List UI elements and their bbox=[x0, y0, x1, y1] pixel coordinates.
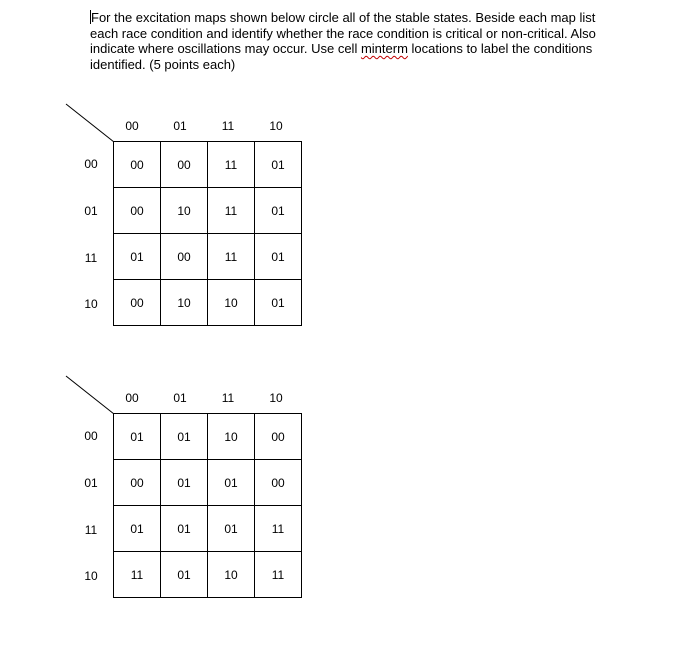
column-label: 00 bbox=[125, 391, 139, 405]
map-cell: 00 bbox=[255, 460, 302, 506]
map-cell: 00 bbox=[114, 280, 161, 326]
map-cell: 11 bbox=[255, 552, 302, 598]
excitation-map-1 bbox=[0, 100, 320, 310]
column-label: 11 bbox=[221, 391, 235, 405]
karnaugh-map-grid bbox=[113, 413, 302, 598]
instructions-line-1: For the excitation maps shown below circle all of the stable states. Beside each map list bbox=[91, 10, 596, 25]
map-cell: 00 bbox=[114, 142, 161, 188]
map-row bbox=[114, 280, 302, 326]
map-cell: 01 bbox=[208, 506, 255, 552]
row-label: 01 bbox=[84, 476, 98, 490]
map-cell: 00 bbox=[161, 234, 208, 280]
column-label: 01 bbox=[173, 119, 187, 133]
map-cell: 11 bbox=[208, 234, 255, 280]
map-corner-diagonal bbox=[0, 100, 120, 150]
row-label: 11 bbox=[84, 251, 98, 265]
map-cell: 01 bbox=[114, 414, 161, 460]
map-cell: 01 bbox=[208, 460, 255, 506]
map-cell: 11 bbox=[114, 552, 161, 598]
instructions-text bbox=[90, 10, 630, 72]
map-cell: 10 bbox=[208, 280, 255, 326]
map-cell: 01 bbox=[161, 414, 208, 460]
row-label: 11 bbox=[84, 523, 98, 537]
map-cell: 10 bbox=[208, 414, 255, 460]
map-corner-diagonal bbox=[0, 372, 120, 422]
map-cell: 01 bbox=[161, 552, 208, 598]
map-cell: 01 bbox=[255, 188, 302, 234]
map-cell: 00 bbox=[114, 460, 161, 506]
instructions-line-2: each race condition and identify whether the race condition is critical or non-critical. Also bbox=[90, 25, 596, 41]
map-cell: 00 bbox=[161, 142, 208, 188]
map-row bbox=[114, 234, 302, 280]
row-label: 10 bbox=[84, 569, 98, 583]
spellcheck-flagged-word[interactable]: minterm bbox=[360, 41, 408, 56]
map-cell: 01 bbox=[161, 460, 208, 506]
column-label: 00 bbox=[125, 119, 139, 133]
map-cell: 01 bbox=[255, 142, 302, 188]
map-cell: 11 bbox=[208, 188, 255, 234]
map-row bbox=[114, 188, 302, 234]
row-label: 10 bbox=[84, 297, 98, 311]
map-cell: 01 bbox=[114, 506, 161, 552]
column-label: 01 bbox=[173, 391, 187, 405]
map-row bbox=[114, 506, 302, 552]
karnaugh-map-grid bbox=[113, 141, 302, 326]
map-cell: 00 bbox=[255, 414, 302, 460]
row-label: 01 bbox=[84, 204, 98, 218]
map-row bbox=[114, 142, 302, 188]
map-row bbox=[114, 460, 302, 506]
map-cell: 10 bbox=[161, 188, 208, 234]
map-cell: 01 bbox=[114, 234, 161, 280]
column-label: 10 bbox=[269, 391, 283, 405]
map-cell: 01 bbox=[255, 280, 302, 326]
map-cell: 01 bbox=[255, 234, 302, 280]
row-label: 00 bbox=[84, 157, 98, 171]
column-label: 10 bbox=[269, 119, 283, 133]
column-label: 11 bbox=[221, 119, 235, 133]
map-cell: 00 bbox=[114, 188, 161, 234]
map-cell: 11 bbox=[255, 506, 302, 552]
map-cell: 11 bbox=[208, 142, 255, 188]
instructions-line-3: indicate where oscillations may occur. Use cell minterm locations to label the conditions bbox=[90, 41, 593, 56]
map-row bbox=[114, 552, 302, 598]
map-cell: 10 bbox=[208, 552, 255, 598]
row-label: 00 bbox=[84, 429, 98, 443]
map-row bbox=[114, 414, 302, 460]
map-cell: 10 bbox=[161, 280, 208, 326]
instructions-line-4: identified. (5 points each) bbox=[90, 56, 236, 72]
excitation-map-2 bbox=[0, 372, 320, 582]
map-cell: 01 bbox=[161, 506, 208, 552]
